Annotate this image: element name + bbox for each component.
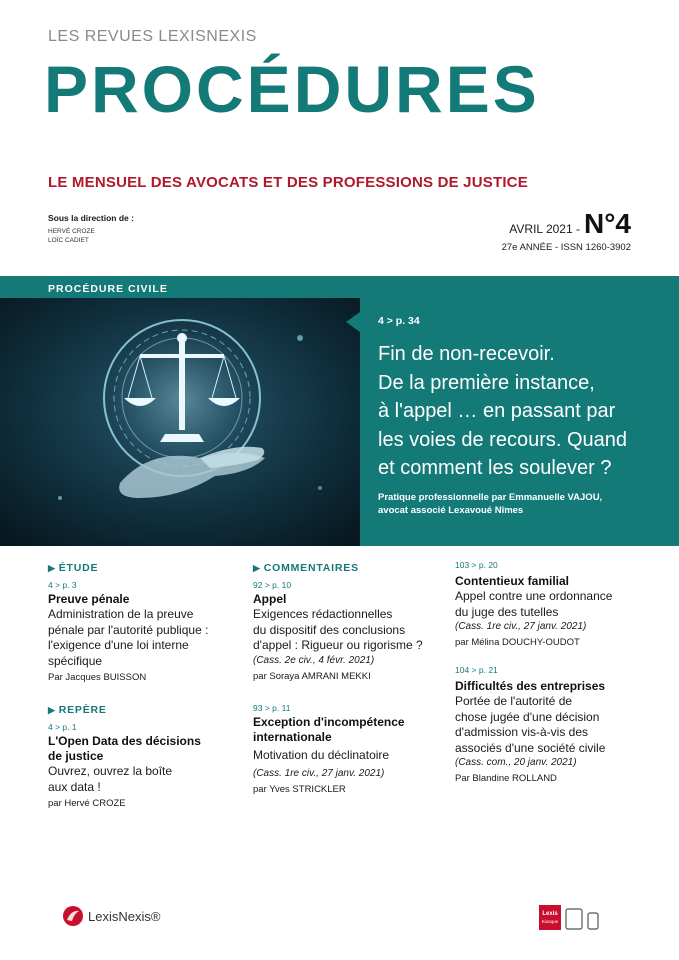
issue-info <box>502 210 631 253</box>
feature-author-line: avocat associé Lexavoué Nîmes <box>378 505 524 516</box>
article-author: Par Jacques BUISSON <box>48 672 147 683</box>
article-body-line: aux data ! <box>48 779 101 794</box>
article-citation: (Cass. 1re civ., 27 janv. 2021) <box>253 768 385 779</box>
column-third <box>455 560 645 799</box>
phone-icon <box>587 912 599 930</box>
logo-wordmark: LexisNexis® <box>88 908 161 924</box>
article-author: par Soraya AMRANI MEKKI <box>253 670 371 682</box>
article-heading: Contentieux familial <box>455 574 570 588</box>
lexisnexis-logo <box>62 905 160 927</box>
feature-headline-line: à l'appel … en passant par <box>378 400 616 422</box>
article-body-line: l'exigence d'une loi interne <box>48 638 189 652</box>
category-etude <box>48 562 238 574</box>
category-repere <box>48 704 238 716</box>
editorial-direction <box>48 213 134 245</box>
column-etude-repere <box>48 562 238 824</box>
page-ref: 92 > p. 10 <box>253 580 292 590</box>
badge-line: Kiosque <box>541 918 559 924</box>
issue-number: N°4 <box>584 208 631 239</box>
article-heading: Exception d'incompétence <box>253 714 405 729</box>
article-body-line: Administration de la preuve <box>48 607 194 621</box>
article-author: par Yves STRICKLER <box>253 784 346 795</box>
article-heading: internationale <box>253 729 332 744</box>
triangle-icon: ▶ <box>253 563 261 573</box>
article-heading: Difficultés des entreprises <box>455 679 606 693</box>
article-body-line: Portée de l'autorité de <box>455 694 573 708</box>
lexisnexis-emblem-icon <box>62 905 84 927</box>
article-heading: Preuve pénale <box>48 592 130 606</box>
page-ref: 4 > p. 1 <box>48 722 77 732</box>
page-ref: 104 > p. 21 <box>455 665 498 675</box>
article-heading: de justice <box>48 749 104 763</box>
journal-subtitle: LE MENSUEL DES AVOCATS ET DES PROFESSIONS DE JUSTICE <box>48 174 528 191</box>
feature-headline-line: Fin de non-recevoir. <box>378 343 555 365</box>
feature-headline-line: et comment les soulever ? <box>378 457 612 479</box>
feature-section-label: PROCÉDURE CIVILE <box>48 283 168 295</box>
article-body-line: chose jugée d'une décision <box>455 709 600 724</box>
feature-headline-line: les voies de recours. Quand <box>378 428 628 451</box>
feature-author <box>378 491 648 517</box>
article-body-line: pénale par l'autorité publique : <box>48 622 209 637</box>
article-difficultes-entreprises <box>455 665 645 785</box>
category-label: ÉTUDE <box>58 562 99 574</box>
feature-headline <box>378 340 658 483</box>
hero-image-scales-of-justice <box>0 298 360 546</box>
category-label: COMMENTAIRES <box>263 562 359 574</box>
article-body-line: du dispositif des conclusions <box>253 622 406 637</box>
article-body-line: associés d'une société civile <box>455 740 606 755</box>
brand-line: LES REVUES LEXISNEXIS <box>48 28 257 45</box>
article-body-line: Motivation du déclinatoire <box>253 747 390 762</box>
article-citation: (Cass. com., 20 janv. 2021) <box>455 757 577 768</box>
category-commentaires <box>253 562 443 574</box>
journal-title: PROCÉDURES <box>44 52 540 126</box>
feature-author-line: Pratique professionnelle par Emmanuelle VAJOU, <box>378 492 603 503</box>
article-exception-incompetence <box>253 703 443 797</box>
category-label: REPÈRE <box>58 704 107 716</box>
column-commentaires <box>253 562 443 810</box>
article-appel <box>253 580 443 683</box>
article-body-line: Exigences rédactionnelles <box>253 607 393 621</box>
page-ref: 4 > p. 3 <box>48 580 77 590</box>
triangle-icon: ▶ <box>48 705 56 715</box>
article-heading: Appel <box>253 592 287 606</box>
article-author: Par Blandine ROLLAND <box>455 773 557 784</box>
feature-headline-line: De la première instance, <box>378 371 595 394</box>
feature-pointer <box>346 312 360 332</box>
article-citation: (Cass. 1re civ., 27 janv. 2021) <box>455 621 587 632</box>
article-author: par Hervé CROZE <box>48 798 126 809</box>
badge-line: Lexis <box>542 910 558 917</box>
article-etude <box>48 580 238 684</box>
article-body-line: d'appel : Rigueur ou rigorisme ? <box>253 638 423 652</box>
triangle-icon: ▶ <box>48 563 56 573</box>
article-author: par Mélina DOUCHY-OUDOT <box>455 637 580 648</box>
issue-date: AVRIL 2021 - <box>509 222 580 236</box>
issue-year-issn: 27e ANNÉE - ISSN 1260-3902 <box>501 242 631 253</box>
article-body-line: Ouvrez, ouvrez la boîte <box>48 764 173 778</box>
director-name: HERVÉ CROZE <box>48 228 95 235</box>
article-body-line: du juge des tutelles <box>455 604 559 619</box>
article-heading: L'Open Data des décisions <box>48 734 201 748</box>
article-citation: (Cass. 2e civ., 4 févr. 2021) <box>253 654 375 666</box>
article-contentieux-familial <box>455 560 645 649</box>
director-name: LOÏC CADIET <box>48 237 89 244</box>
article-body-line: spécifique <box>48 653 103 668</box>
page-ref: 103 > p. 20 <box>455 560 498 570</box>
page-ref: 93 > p. 11 <box>253 702 291 713</box>
direction-label: Sous la direction de : <box>48 213 134 223</box>
article-repere <box>48 722 238 810</box>
distribution-badges <box>539 905 599 930</box>
scales-of-justice-icon <box>0 298 360 546</box>
lexis-kiosque-badge <box>539 905 561 930</box>
tablet-icon <box>565 908 583 930</box>
article-body-line: Appel contre une ordonnance <box>455 589 613 603</box>
article-body-line: d'admission vis-à-vis des <box>455 725 589 739</box>
feature-page-ref: 4 > p. 34 <box>378 315 420 327</box>
